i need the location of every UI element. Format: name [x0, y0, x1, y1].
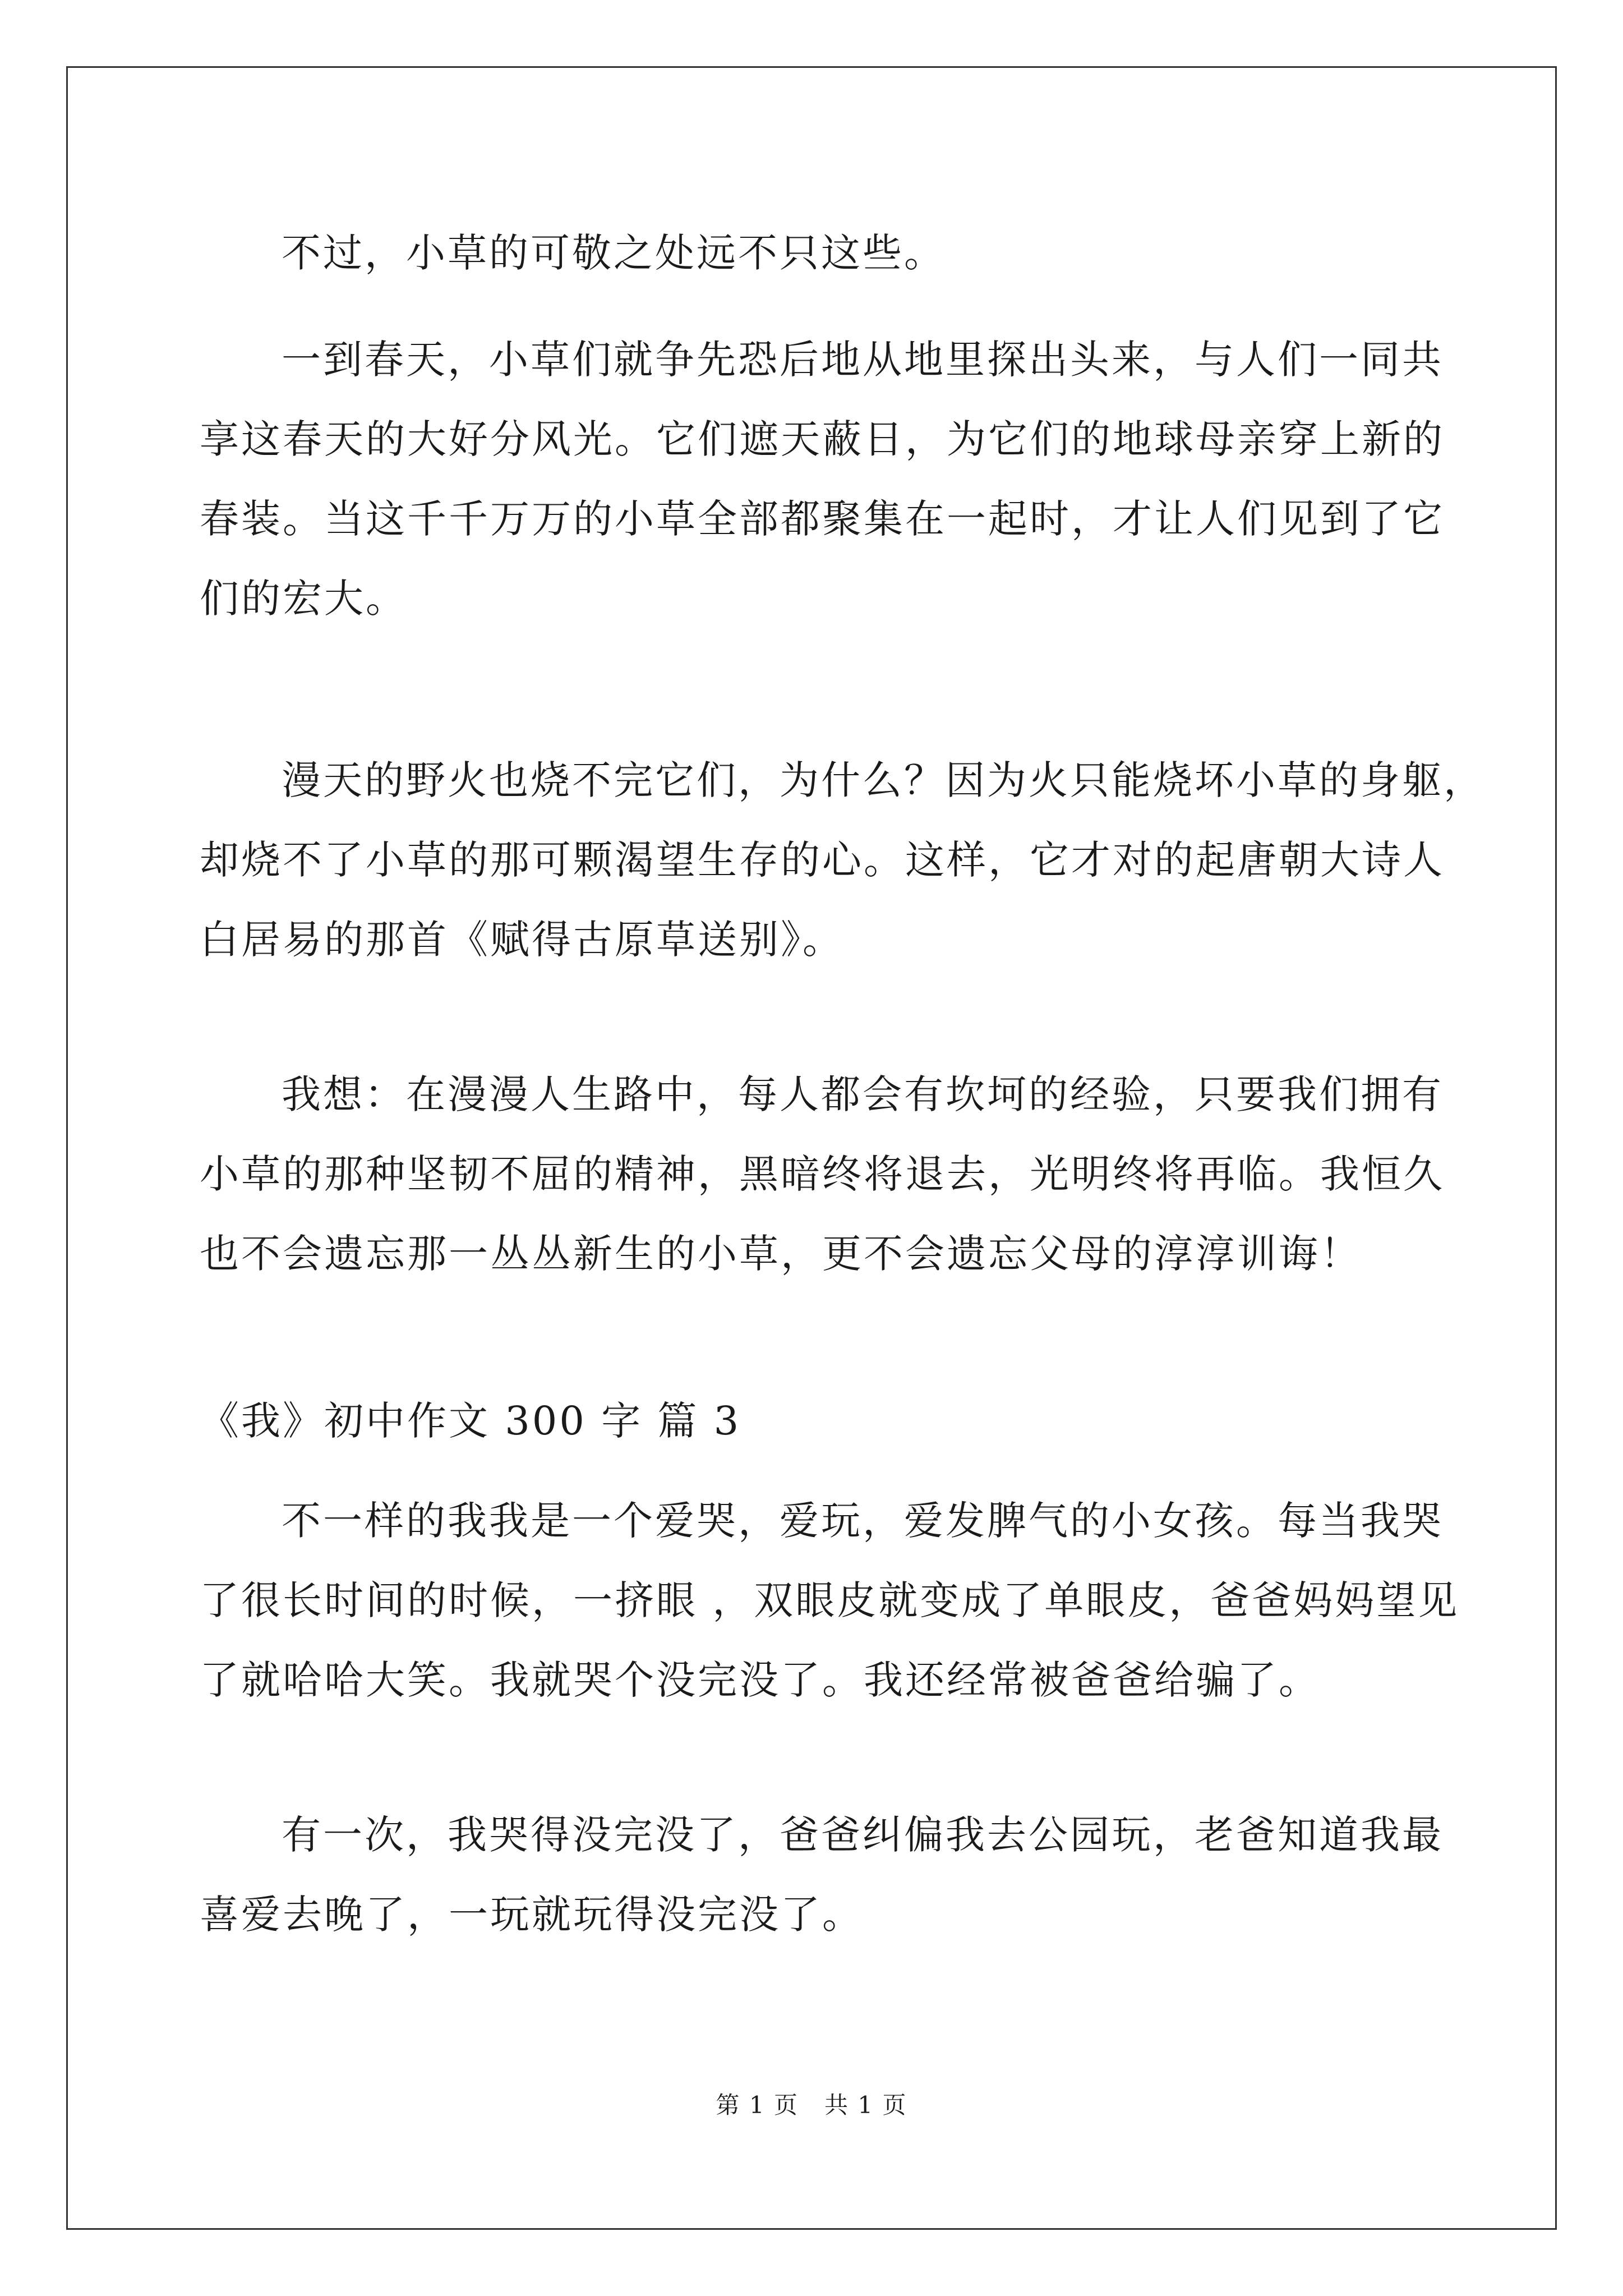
text-line: 一到春天，小草们就争先恐后地从地里探出头来，与人们一同共	[282, 337, 1444, 383]
text-line: 却烧不了小草的那可颗渴望生存的心。这样，它才对的起唐朝大诗人	[200, 837, 1445, 883]
paragraph-6-block	[200, 1795, 1450, 1954]
paragraph-4	[200, 1055, 1450, 1294]
text-line: 有一次，我哭得没完没了，爸爸纠偏我去公园玩，老爸知道我最	[282, 1812, 1444, 1858]
paragraph-6	[200, 1795, 1450, 1954]
paragraph-4-block	[200, 1055, 1450, 1294]
page-total: 共 1 页	[824, 2091, 907, 2119]
text-line: 白居易的那首《赋得古原草送别》。	[200, 917, 844, 963]
page-number: 第 1 页	[716, 2091, 799, 2119]
paragraph-3-block	[200, 740, 1485, 979]
text-line: 小草的那种坚韧不屈的精神，黑暗终将退去，光明终将再临。我恒久	[200, 1151, 1445, 1197]
text-line: 也不会遗忘那一丛丛新生的小草，更不会遗忘父母的淳淳训诲！	[200, 1231, 1362, 1277]
paragraph-1	[200, 213, 1450, 293]
paragraph-2-block	[200, 320, 1450, 638]
paragraph-2	[200, 320, 1450, 638]
text-line: 喜爱去晚了，一玩就玩得没完没了。	[200, 1892, 864, 1938]
text-line: 享这春天的大好分风光。它们遮天蔽日，为它们的地球母亲穿上新的	[200, 416, 1445, 462]
text-line: 不一样的我我是一个爱哭，爱玩，爱发脾气的小女孩。每当我哭	[282, 1498, 1444, 1544]
footer-gap	[799, 2091, 824, 2119]
paragraph-5	[200, 1481, 1460, 1720]
text-line: 漫天的野火也烧不完它们，为什么？因为火只能烧坏小草的身躯，	[282, 757, 1485, 803]
text-line: 了很长时间的时候，一挤眼 ，双眼皮就变成了单眼皮，爸爸妈妈望见	[200, 1577, 1460, 1623]
text-line: 不过，小草的可敬之处远不只这些。	[282, 230, 946, 276]
paragraph-5-block	[200, 1481, 1460, 1720]
paragraph-3	[200, 740, 1485, 979]
text-line: 了就哈哈大笑。我就哭个没完没了。我还经常被爸爸给骗了。	[200, 1657, 1320, 1703]
section-heading: 《我》初中作文 300 字 篇 3	[200, 1398, 741, 1444]
text-line: 我想：在漫漫人生路中，每人都会有坎坷的经验，只要我们拥有	[282, 1071, 1444, 1117]
text-line: 春装。当这千千万万的小草全部都聚集在一起时，才让人们见到了它	[200, 496, 1445, 542]
top-section	[200, 213, 1450, 293]
text-line: 们的宏大。	[200, 576, 407, 622]
page-footer	[0, 2087, 1623, 2120]
